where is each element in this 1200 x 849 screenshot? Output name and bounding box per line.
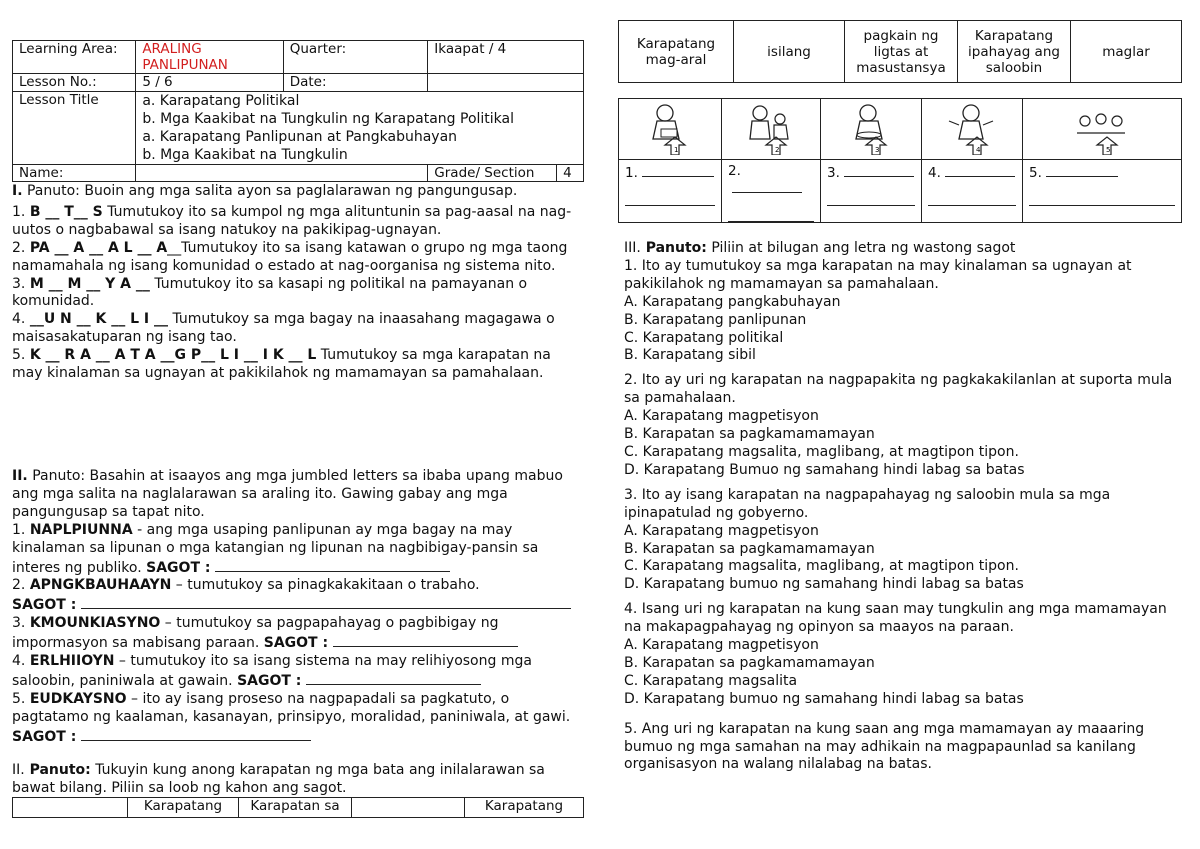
option[interactable]: C. Karapatang politikal [624, 329, 784, 346]
option[interactable]: B. Karapatang panlipunan [624, 311, 807, 328]
children-playing-illustration [1067, 99, 1137, 155]
option[interactable]: B. Karapatan sa pagkamamamayan [624, 654, 875, 671]
answer-number: 3. [827, 165, 840, 181]
answer-line[interactable] [81, 727, 311, 741]
child-speaking-illustration [937, 99, 1007, 155]
date-label: Date: [283, 74, 428, 92]
option[interactable]: A. Karapatang magpetisyon [624, 522, 819, 539]
option[interactable]: A. Karapatang magpetisyon [624, 408, 819, 425]
answer-line[interactable] [728, 207, 814, 222]
part-1-item-3: 3. M __ M __ Y A __ Tumutukoy ito sa kasapi ng politikal na pamayanan o komunidad. [12, 275, 528, 310]
choice-cell: pagkain ng ligtas at masustansya [845, 21, 958, 83]
part-2-item-1: 1. NAPLPIUNNA - ang mga usaping panlipunan ay mga bagay na may kinalaman sa lipunan o mga katangian ng lipunan na nagbibigay-pansin sa interes ng publiko. SAGOT : [12, 521, 539, 576]
question-text: 2. Ito ay uri ng karapatan na nagpapakita ng pagkakakilanlan at suporta mula sa pamahalaan. [624, 372, 1173, 407]
answer-number: 4. [928, 165, 941, 181]
answer-line[interactable] [1046, 163, 1118, 177]
part-2-item-3: 3. KMOUNKIASYNO – tumutukoy sa pagpapahayag o pagbibigay ng impormasyon sa mabisang paraan. SAGOT : [12, 615, 584, 653]
child-reading-illustration [635, 99, 705, 155]
answer-cell[interactable] [821, 160, 922, 223]
question-text: 1. Ito ay tumutukoy sa mga karapatan na may kinalaman sa ugnayan at pakikilahok ng mamamayan sa pamahalaan. [624, 257, 1132, 292]
option[interactable]: C. Karapatang magsalita [624, 672, 798, 689]
house-number: 2 [775, 146, 780, 154]
option[interactable]: A. Karapatang pangkabuhayan [624, 293, 841, 310]
answer-line[interactable] [1029, 191, 1175, 206]
answer-cell[interactable] [1023, 160, 1182, 223]
answer-number: 1. [625, 165, 638, 181]
picture-cell [922, 99, 1023, 160]
part-1-item-5: 5. K __ R A __ A T A __G P__ L I __ I K __ L Tumutukoy sa mga karapatan na may kinalaman sa ugnayan at pakikilahok ng mamamayan sa pamahalaan. [12, 347, 551, 382]
option[interactable]: B. Karapatang sibil [624, 347, 756, 364]
answer-line[interactable] [81, 595, 571, 609]
question-5 [624, 721, 1184, 775]
part-2-item-5: 5. EUDKAYSNO – ito ay isang proseso na nagpapadali sa pagkatuto, o pagtatamo ng kaalaman, kasanayan, prinsipyo, moralidad, paniniwala, at gawi. SAGOT : [12, 690, 571, 745]
answer-number: 2. [728, 163, 741, 179]
part-2-item-2: 2. APNGKBAUHAAYN – tumutukoy sa pinagkakakitaan o trabaho. SAGOT : [12, 577, 584, 615]
choice-cell: isilang [734, 21, 845, 83]
lesson-title-2: b. Mga Kaakibat na Tungkulin ng Karapatang Politikal [142, 111, 515, 127]
lesson-title-3: a. Karapatang Panlipunan at Pangkabuhayan [142, 129, 458, 145]
answer-line[interactable] [333, 633, 518, 647]
answer-number: 5. [1029, 165, 1042, 181]
choice-cell: Karapatang [128, 798, 239, 818]
part-2-instruction: II. Panuto: Basahin at isaayos ang mga jumbled letters sa ibaba upang mabuo ang mga salita na naglalarawan sa araling ito. Gawing gabay ang mga pangungusap sa tapat nito. [12, 468, 563, 520]
grade-value: 4 [557, 165, 584, 182]
answer-line[interactable] [827, 191, 915, 206]
part-3 [12, 762, 584, 798]
answer-line[interactable] [625, 191, 715, 206]
name-label: Name: [13, 165, 136, 182]
choice-cell: Karapatang [465, 798, 584, 818]
option[interactable]: B. Karapatan sa pagkamamamayan [624, 426, 875, 443]
picture-cell [821, 99, 922, 160]
question-text: 3. Ito ay isang karapatan na nagpapahayag ng saloobin mula sa mga ipinapatulad ng gobyerno. [624, 486, 1111, 521]
answer-line[interactable] [215, 558, 450, 572]
lesson-title-label: Lesson Title [13, 92, 136, 165]
part-2-item-4: 4. ERLHIIOYN – tumutukoy ito sa isang sistema na may relihiyosong mga saloobin, paniniwala at gawain. SAGOT : [12, 653, 532, 689]
answer-cell[interactable] [619, 160, 722, 223]
question-4 [624, 601, 1184, 708]
part-2 [12, 468, 584, 747]
lesson-header-table [12, 40, 584, 182]
lesson-no-label: Lesson No.: [13, 74, 136, 92]
picture-cell [619, 99, 722, 160]
choice-cell [352, 798, 465, 818]
option[interactable]: D. Karapatang Bumuo ng samahang hindi labag sa batas [624, 461, 1025, 478]
house-number: 3 [875, 146, 880, 154]
question-3 [624, 487, 1184, 594]
grade-label: Grade/ Section [428, 165, 557, 182]
picture-cell [1023, 99, 1182, 160]
choice-cell: Karapatang mag-aral [619, 21, 734, 83]
rights-choice-table-top [12, 797, 584, 818]
family-illustration [736, 99, 806, 155]
part-1-item-2: 2. PA __ A __ A L __ A__Tumutukoy ito sa isang katawan o grupo ng mga taong namamahala ng isang komunidad o estado at nag-oorganisa ng sistema nito. [12, 239, 568, 274]
answer-line[interactable] [732, 179, 802, 193]
part-4-instruction: III. Panuto: Piliin at bilugan ang letra ng wastong sagot [624, 240, 1016, 256]
option[interactable]: B. Karapatan sa pagkamamamayan [624, 540, 875, 557]
lesson-no-value: 5 / 6 [136, 74, 283, 92]
question-1 [624, 258, 1184, 365]
lesson-titles [136, 92, 584, 165]
date-value[interactable] [428, 74, 584, 92]
answer-line[interactable] [928, 191, 1016, 206]
part-1-item-1: 1. B __ T__ S Tumutukoy ito sa kumpol ng mga alituntunin sa pag-aasal na nag-uutos o nagbabawal sa isang natukoy na pakikipag-ugnayan. [12, 203, 572, 238]
option[interactable]: A. Karapatang magpetisyon [624, 637, 819, 654]
question-text: 5. Ang uri ng karapatan na kung saan ang mga mamamayan ay maaaring bumuo ng mga samahan na may adhikain na magpapaunlad sa kanilang organisasyon na walang nilalabag na batas. [624, 720, 1145, 773]
quarter-value: Ikaapat / 4 [428, 41, 584, 74]
lesson-title-4: b. Mga Kaakibat na Tungkulin [142, 147, 348, 163]
answer-line[interactable] [306, 671, 481, 685]
option[interactable]: C. Karapatang magsalita, maglibang, at magtipon tipon. [624, 443, 1019, 460]
quarter-label: Quarter: [283, 41, 428, 74]
house-number: 5 [1106, 146, 1111, 154]
rights-choice-table [618, 20, 1182, 83]
answer-line[interactable] [642, 163, 714, 177]
rights-picture-table [618, 98, 1182, 223]
part-1 [12, 183, 584, 383]
choice-cell: maglar [1071, 21, 1182, 83]
part-4 [624, 240, 1184, 774]
question-text: 4. Isang uri ng karapatan na kung saan may tungkulin ang mga mamamayan na makapagpahayag ng opinyon sa maayos na paraan. [624, 601, 1167, 636]
answer-cell[interactable] [922, 160, 1023, 223]
part-1-item-4: 4. __U N __ K __ L I __ Tumutukoy sa mga bagay na inaasahang magagawa o maisasakatuparan ng isang tao. [12, 311, 555, 346]
learning-area-label: Learning Area: [13, 41, 136, 74]
option[interactable]: D. Karapatang bumuo ng samahang hindi labag sa batas [624, 576, 1024, 593]
child-eating-illustration [836, 99, 906, 155]
option[interactable]: C. Karapatang magsalita, maglibang, at magtipon tipon. [624, 558, 1019, 575]
choice-cell: Karapatan sa [239, 798, 352, 818]
house-number: 1 [674, 146, 679, 154]
question-2 [624, 372, 1184, 479]
part-1-instruction: I. Panuto: Buoin ang mga salita ayon sa paglalarawan ng pangungusap. [12, 183, 518, 199]
answer-line[interactable] [945, 163, 1015, 177]
choice-cell: Karapatang ipahayag ang saloobin [958, 21, 1071, 83]
choice-cell [13, 798, 128, 818]
part-3-instruction: II. Panuto: Tukuyin kung anong karapatan ng mga bata ang inilalarawan sa bawat bilang. Piliin sa loob ng kahon ang sagot. [12, 762, 545, 796]
answer-cell[interactable] [722, 160, 821, 223]
learning-area-value: ARALING PANLIPUNAN [136, 41, 283, 74]
lesson-title-1: a. Karapatang Politikal [142, 93, 300, 109]
name-field[interactable] [136, 165, 428, 182]
picture-cell [722, 99, 821, 160]
house-number: 4 [976, 146, 981, 154]
option[interactable]: D. Karapatang bumuo ng samahang hindi labag sa batas [624, 690, 1024, 707]
answer-line[interactable] [844, 163, 914, 177]
